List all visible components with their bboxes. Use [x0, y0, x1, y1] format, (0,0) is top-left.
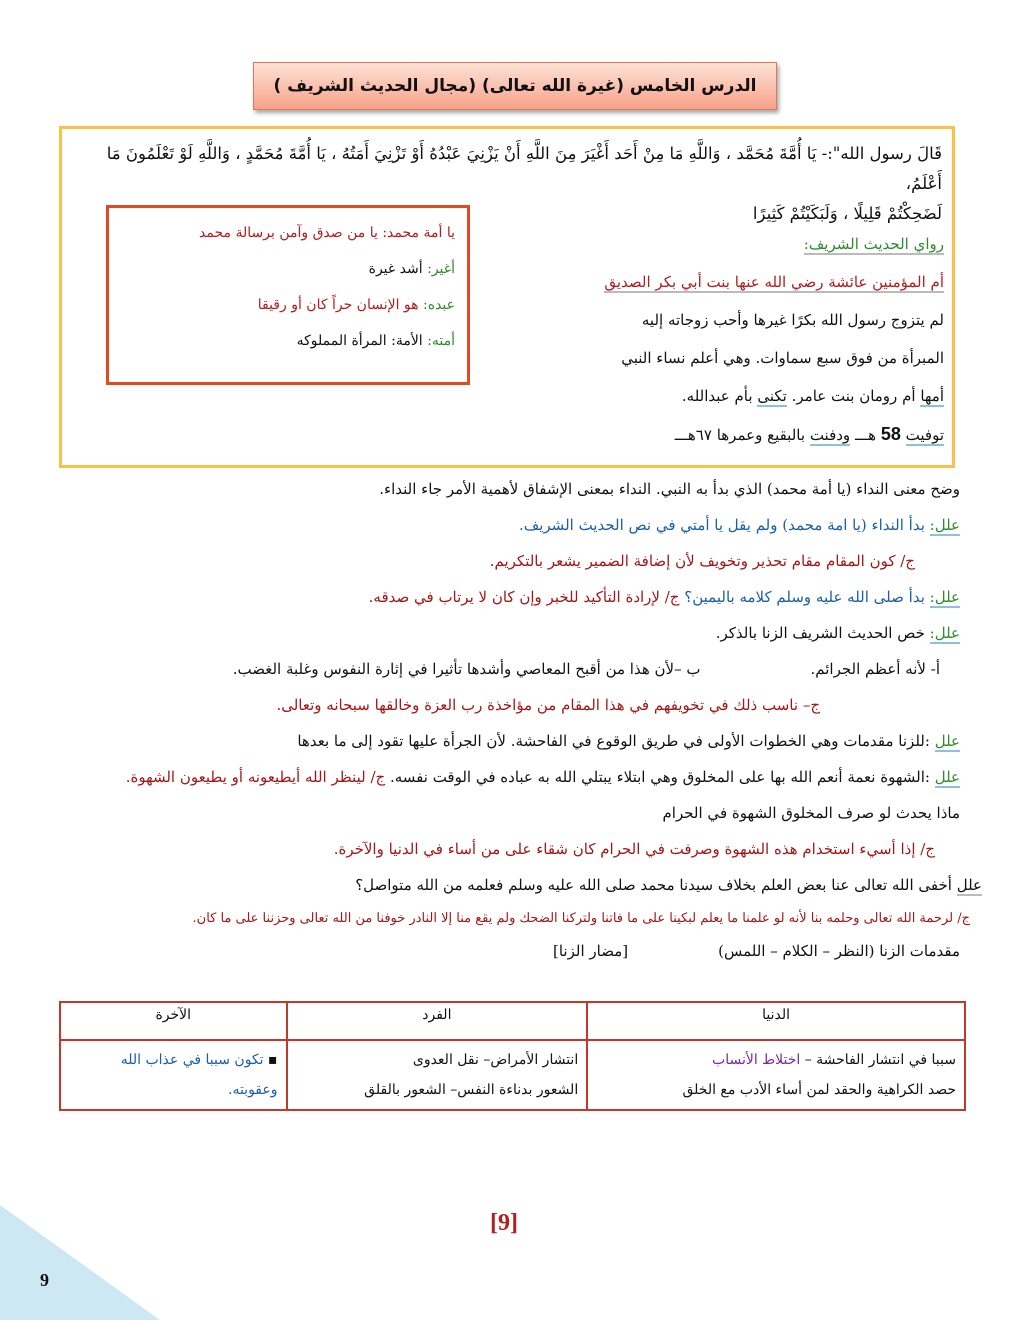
narrator-word: أم رومان بنت عامر. [791, 387, 916, 405]
page-number: 9 [40, 1270, 49, 1290]
table-header: الدنيا [587, 1002, 965, 1040]
harms-table [59, 1001, 966, 1111]
narrator-name: أم المؤمنين عائشة رضي الله عنها بنت أبي بكر الصديق [604, 273, 944, 291]
harms-label: [مضار الزنا] [553, 942, 629, 960]
cell-text: انتشار الأمراض– نقل العدوى [412, 1052, 579, 1068]
question-line: وضح معنى النداء (يا أمة محمد) الذي بدأ به النبي. النداء بمعنى الإشفاق لأهمية الأمر جاء النداء. [379, 480, 960, 498]
question-label: علل: [929, 624, 960, 642]
narrator-line: لم يتزوج رسول الله بكرًا غيرها وأحب زوجاته إليه [641, 311, 944, 329]
question-text: :الشهوة نعمة أنعم الله بها على المخلوق وهي ابتلاء يبتلي الله به عباده في الوقت نفسه. [389, 768, 930, 786]
question-text: أخفى الله تعالى عنا بعض العلم بخلاف سيدنا محمد صلى الله عليه وسلم فعلمه من الله متواصل؟ [355, 876, 952, 894]
narrator-section [584, 229, 944, 457]
table-header: الآخرة [60, 1002, 287, 1040]
narrator-word: ودفنت [809, 426, 851, 444]
cell-text: الشعور بدناءة النفس– الشعور بالقلق [364, 1082, 579, 1098]
answer-text: ب –لأن هذا من أقبح المعاصي وأشدها تأثيرا في إثارة النفوس وغلبة الغضب. [232, 660, 701, 678]
table-header: الفرد [287, 1002, 588, 1040]
corner-decoration [0, 1205, 160, 1320]
page-number-center: [9] [490, 1210, 518, 1236]
answer-text: أ- لأنه أعظم الجرائم. [810, 660, 940, 678]
vocab-term: أمته: [427, 333, 455, 349]
death-year: 58 [880, 424, 901, 444]
vocab-def: يا من صدق وآمن برسالة محمد [199, 225, 378, 241]
cell-text: سببا في انتشار الفاحشة – [804, 1052, 956, 1068]
answer-text: ج– ناسب ذلك في تخويفهم في هذا المقام من مؤاخذة رب العزة وخالقها سبحانه وتعالى. [276, 696, 820, 714]
cell-text: حصد الكراهية والحقد لمن أساء الأدب مع الخلق [682, 1082, 956, 1098]
answer-text: ج/ كون المقام مقام تحذير وتخويف لأن إضافة الضمير يشعر بالتكريم. [489, 552, 915, 570]
cell-text: وعقوبته. [228, 1082, 278, 1098]
answer-text: ج/ لرحمة الله تعالى وحلمه بنا لأنه لو علمنا ما يعلم لبكينا على ما فاتنا ولتركنا الضحك ولم يقع منا إلا النادر خوفنا من الله تعالى وحزننا على ما كان. [192, 911, 970, 926]
question-text: بدأ صلى الله عليه وسلم كلامه باليمين؟ [684, 588, 925, 606]
narrator-word: أمها [920, 387, 944, 405]
vocab-term: أغير: [427, 261, 455, 277]
narrator-word: تكنى [757, 387, 787, 405]
hadith-line-2: لَضَحِكْتُمْ قَلِيلًا ، وَلَبَكَيْتُمْ كَثِيرًا [752, 204, 942, 223]
question-text: :للزنا مقدمات وهي الخطوات الأولى في طريق الوقوع في الفاحشة. لأن الجرأة عليها تقود إلى ما بعدها [297, 732, 930, 750]
narrator-word: توفيت [905, 426, 944, 444]
question-text: خص الحديث الشريف الزنا بالذكر. [715, 624, 925, 642]
narrator-word: بأم عبدالله. [681, 387, 753, 405]
question-text: بدأ النداء (يا امة محمد) ولم يقل يا أمتي في نص الحديث الشريف. [518, 516, 925, 534]
question-label: علل [934, 768, 960, 786]
narrator-word: هـــ [854, 426, 877, 444]
question-label: علل [956, 876, 982, 894]
question-label: علل: [929, 516, 960, 534]
question-label: علل [934, 732, 960, 750]
vocabulary-box [106, 205, 470, 385]
narrator-heading: رواي الحديث الشريف: [803, 235, 944, 253]
narrator-line: المبرأة من فوق سبع سماوات. وهي أعلم نساء النبي [621, 349, 944, 367]
cell-text: تكون سببا في عذاب الله [120, 1052, 264, 1068]
cell-text: اختلاط الأنساب [712, 1052, 801, 1068]
answer-text: ج/ لينظر الله أيطيعونه أو يطيعون الشهوة. [125, 768, 386, 786]
answer-text: ج/ إذا أسيء استخدام هذه الشهوة وصرفت في الحرام كان شقاء على من أساء في الدنيا والآخرة. [333, 840, 935, 858]
bullet-icon: ▪ [268, 1052, 278, 1068]
table-cell [287, 1040, 588, 1110]
table-cell [60, 1040, 287, 1110]
question-label: علل: [929, 588, 960, 606]
vocab-def: الأمة: المرأة المملوكه [296, 333, 423, 349]
question-line: ماذا يحدث لو صرف المخلوق الشهوة في الحرام [662, 804, 960, 822]
vocab-term: عبده: [423, 297, 455, 313]
answer-text: ج/ لإرادة التأكيد للخبر وإن كان لا يرتاب في صدقه. [368, 588, 680, 606]
question-text: مقدمات الزنا (النظر – الكلام – اللمس) [718, 942, 960, 960]
narrator-word: بالبقيع وعمرها ٦٧هـــ [674, 426, 806, 444]
hadith-box [59, 126, 955, 468]
hadith-line-1: قَالَ رسول الله":- يَا أُمَّةَ مُحَمَّد ، وَاللَّهِ مَا مِنْ أَحَد أَغْيَرَ مِنَ اللَّهِ أَنْ يَزْنِيَ عَبْدُهُ أَوْ تَزْنِيَ أَمَتُهُ ، يَا أُمَّةَ مُحَمَّدٍ ، وَاللَّهِ لَوْ تَعْلَمُونَ مَا أَعْلَمُ، [106, 144, 942, 193]
table-cell [587, 1040, 965, 1110]
lesson-title: الدرس الخامس (غيرة الله تعالى) (مجال الحديث الشريف ) [253, 62, 777, 110]
vocab-def: أشد غيرة [368, 261, 423, 277]
vocab-term: يا أمة محمد: [382, 225, 455, 241]
vocab-def: هو الإنسان حراً كان أو رقيقا [257, 297, 419, 313]
